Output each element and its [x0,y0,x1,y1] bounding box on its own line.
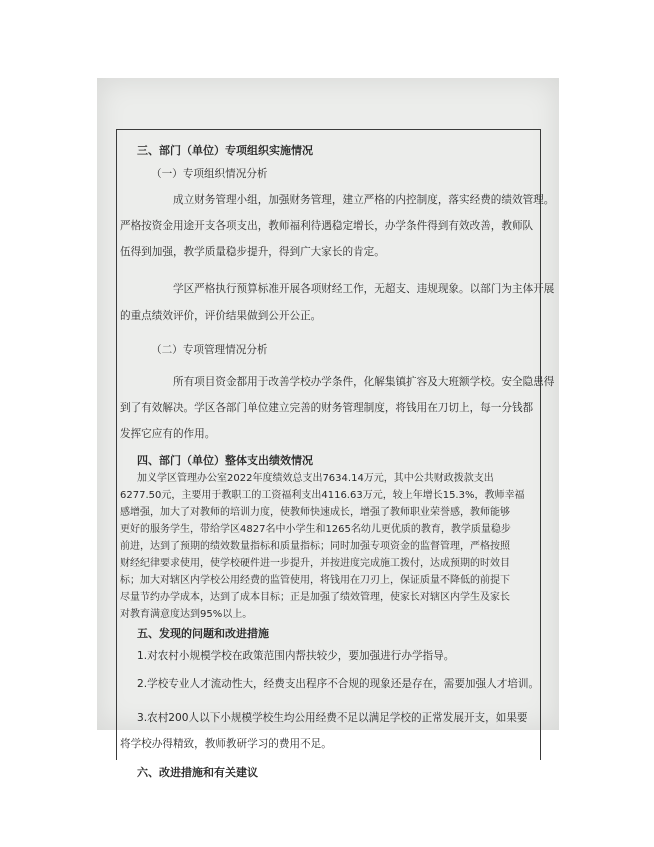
paragraph-3-line-1: 所有项目资金都用于改善学校办学条件，化解集镇扩容及大班额学校。安全隐患得 [173,376,555,388]
section-4-line-4: 更好的服务学生，带给学区4827名中小学生和1265名幼儿更优质的教育，教学质量稳步 [120,524,511,535]
paragraph-3-line-3: 发挥它应有的作用。 [120,428,216,440]
issue-item-3-line-1: 3.农村200人以下小规模学校生均公用经费不足以满足学校的正常发展开支，如果要 [137,712,528,724]
paragraph-1-line-2: 严格按资金用途开支各项支出，教师福利待遇稳定增长，办学条件得到有效改善，教师队 [120,220,534,232]
paragraph-1-line-3: 伍得到加强，教学质量稳步提升，得到广大家长的肯定。 [120,246,385,258]
section-4-line-5: 前进，达到了预期的绩效数量指标和质量指标；同时加强专项资金的监督管理，严格按照 [120,541,510,552]
section-4-line-7: 标；加大对辖区内学校公用经费的监管使用，将钱用在刀刃上，保证质量不降低的前提下 [120,575,510,586]
paragraph-1-line-1: 成立财务管理小组，加强财务管理，建立严格的内控制度，落实经费的绩效管理。 [173,194,555,206]
issue-item-1: 1.对农村小规模学校在政策范围内帮扶较少，要加强进行办学指导。 [137,650,455,662]
issue-item-2: 2.学校专业人才流动性大，经费支出程序不合规的现象还是存在，需要加强人才培训。 [137,678,540,690]
section-3-heading: 三、部门（单位）专项组织实施情况 [137,144,313,157]
subsection-2-heading: （二）专项管理情况分析 [151,344,268,356]
section-4-line-2: 6277.50元，主要用于教职工的工资福利支出4116.63万元，较上年增长15.3%，教师幸福 [120,490,525,501]
section-4-line-1: 加义学区管理办公室2022年度绩效总支出7634.14万元，其中公共财政拨款支出 [137,473,494,484]
paragraph-3-line-2: 到了有效解决。学区各部门单位建立完善的财务管理制度，将钱用在刀切上，每一分钱都 [120,402,534,414]
paragraph-2-line-1: 学区严格执行预算标准开展各项财经工作，无超支、违规现象。以部门为主体开展 [173,283,555,295]
issue-item-3-line-2: 将学校办得精致，教师教研学习的费用不足。 [120,738,332,750]
scanned-page [97,78,559,779]
paragraph-2-line-2: 的重点绩效评价，评价结果做到公开公正。 [120,310,322,322]
table-frame [116,129,555,779]
subsection-1-heading: （一）专项组织情况分析 [151,168,268,180]
section-5-heading: 五、发现的问题和改进措施 [137,627,269,640]
section-4-line-8: 尽量节约办学成本，达到了成本目标；正是加强了绩效管理，使家长对辖区内学生及家长 [120,592,510,603]
section-4-heading: 四、部门（单位）整体支出绩效情况 [137,454,313,467]
section-6-heading: 六、改进措施和有关建议 [137,766,258,779]
section-4-line-9: 对教育满意度达到95%以上。 [120,609,253,620]
section-4-line-6: 财经纪律要求使用，使学校硬件进一步提升，并按进度完成施工拨付，达成预期的时效目 [120,558,510,569]
section-4-line-3: 感增强，加大了对教师的培训力度，使教师快速成长，增强了教师职业荣誉感，教师能够 [120,507,510,518]
